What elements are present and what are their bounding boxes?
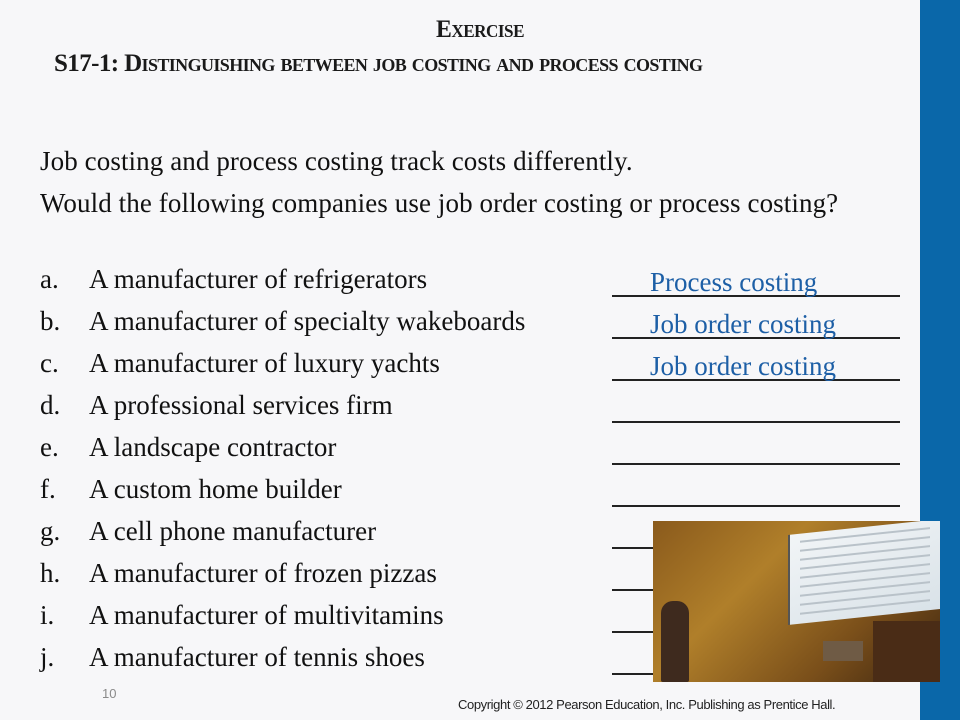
item-answer: Job order costing bbox=[650, 309, 836, 339]
intro-text bbox=[40, 144, 890, 220]
item-letter: f. bbox=[40, 474, 56, 504]
page-number: 10 bbox=[102, 686, 117, 701]
item-text: A manufacturer of luxury yachts bbox=[89, 348, 440, 378]
list-item bbox=[40, 262, 910, 304]
list-item bbox=[40, 346, 910, 388]
item-text: A custom home builder bbox=[89, 474, 342, 504]
item-text: A manufacturer of refrigerators bbox=[89, 264, 428, 294]
copyright-notice: Copyright © 2012 Pearson Education, Inc. Publishing as Prentice Hall. bbox=[458, 697, 836, 712]
answer-blank bbox=[612, 463, 900, 465]
list-item bbox=[40, 388, 910, 430]
item-text: A manufacturer of tennis shoes bbox=[89, 642, 425, 672]
item-text: A cell phone manufacturer bbox=[89, 516, 377, 546]
item-letter: j. bbox=[40, 642, 55, 672]
item-letter: c. bbox=[40, 348, 59, 378]
lecturer-video-overlay bbox=[653, 521, 940, 682]
item-answer: Job order costing bbox=[650, 351, 836, 381]
item-letter: g. bbox=[40, 516, 61, 546]
list-item bbox=[40, 304, 910, 346]
intro-line-2: Would the following companies use job order costing or process costing? bbox=[40, 188, 839, 218]
item-letter: a. bbox=[40, 264, 59, 294]
item-text: A manufacturer of multivitamins bbox=[89, 600, 444, 630]
item-text: A manufacturer of specialty wakeboards bbox=[89, 306, 526, 336]
wall-panel bbox=[873, 621, 940, 682]
item-text: A professional services firm bbox=[89, 390, 393, 420]
projector-screen bbox=[788, 521, 940, 625]
item-letter: b. bbox=[40, 306, 61, 336]
list-item bbox=[40, 472, 910, 514]
slide-subtitle: S17-1: Distinguishing between job costing and process costing bbox=[54, 50, 703, 77]
podium bbox=[823, 641, 863, 661]
item-letter: i. bbox=[40, 600, 55, 630]
lecturer-figure bbox=[661, 601, 689, 682]
item-letter: h. bbox=[40, 558, 61, 588]
list-item bbox=[40, 430, 910, 472]
item-letter: d. bbox=[40, 390, 61, 420]
slide-title: Exercise bbox=[435, 16, 525, 43]
item-text: A manufacturer of frozen pizzas bbox=[89, 558, 437, 588]
item-text: A landscape contractor bbox=[89, 432, 337, 462]
item-answer: Process costing bbox=[650, 267, 818, 297]
item-letter: e. bbox=[40, 432, 59, 462]
answer-blank bbox=[612, 505, 900, 507]
intro-line-1: Job costing and process costing track costs differently. bbox=[40, 146, 633, 176]
answer-blank bbox=[612, 421, 900, 423]
